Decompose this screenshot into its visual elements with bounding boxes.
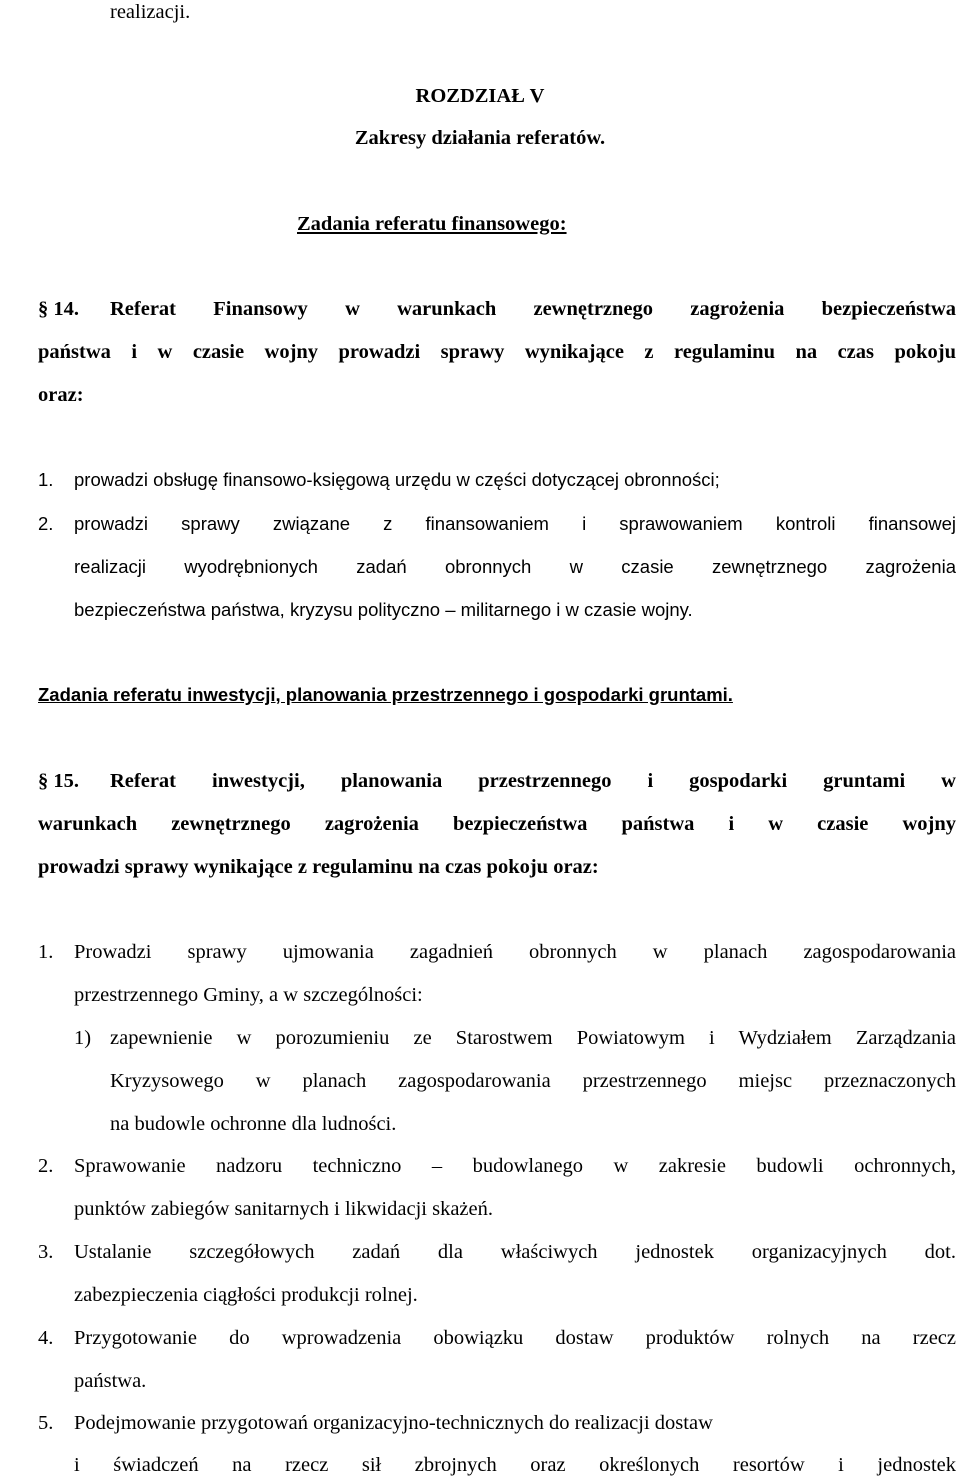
sublist-item-text: Kryzysowego w planach zagospodarowania przestrzennego miejsc przeznaczonych — [110, 1070, 956, 1092]
list-item-text: państwa. — [74, 1370, 147, 1392]
list-item-number: 2. — [38, 513, 54, 534]
list-item-text: realizacji wyodrębnionych zadań obronnych w czasie zewnętrznego zagrożenia — [74, 556, 956, 577]
chapter-subtitle: Zakresy działania referatów. — [354, 127, 606, 149]
list-item-text: zabezpieczenia ciągłości produkcji rolnej. — [74, 1284, 418, 1306]
paragraph-line: warunkach zewnętrznego zagrożenia bezpieczeństwa państwa i w czasie wojny — [38, 813, 956, 835]
paragraph-line: państwa i w czasie wojny prowadzi sprawy wynikające z regulaminu na czas pokoju — [38, 341, 956, 363]
list-item-text: prowadzi sprawy związane z finansowaniem i sprawowaniem kontroli finansowej — [74, 513, 956, 534]
chapter-title: ROZDZIAŁ V — [415, 85, 545, 107]
sublist-item-text: zapewnienie w porozumieniu ze Starostwem Powiatowym i Wydziałem Zarządzania — [110, 1027, 956, 1049]
list-item-text: Ustalanie szczegółowych zadań dla właściwych jednostek organizacyjnych dot. — [74, 1241, 956, 1263]
list-item-text: Sprawowanie nadzoru techniczno – budowlanego w zakresie budowli ochronnych, — [74, 1155, 956, 1177]
continued-text: realizacji. — [110, 1, 191, 23]
sublist-item-text: na budowle ochronne dla ludności. — [110, 1113, 397, 1135]
paragraph-line: Referat inwestycji, planowania przestrzennego i gospodarki gruntami w — [110, 770, 956, 792]
paragraph-line: prowadzi sprawy wynikające z regulaminu na czas pokoju oraz: — [38, 856, 599, 878]
list-item-text: Prowadzi sprawy ujmowania zagadnień obronnych w planach zagospodarowania — [74, 941, 956, 963]
list-item-text: bezpieczeństwa państwa, kryzysu polityczno – militarnego i w czasie wojny. — [74, 599, 693, 620]
paragraph-marker: § 15. — [38, 770, 79, 792]
list-item-number: 1. — [38, 941, 54, 963]
section-heading-finance: Zadania referatu finansowego: — [297, 213, 567, 235]
paragraph-line: Referat Finansowy w warunkach zewnętrznego zagrożenia bezpieczeństwa — [110, 298, 956, 320]
list-item-text: przestrzennego Gminy, a w szczególności: — [74, 984, 423, 1006]
list-item-number: 4. — [38, 1327, 54, 1349]
sublist-item-number: 1) — [74, 1027, 92, 1049]
section-heading-investment: Zadania referatu inwestycji, planowania przestrzennego i gospodarki gruntami. — [38, 684, 733, 705]
list-item-text: Podejmowanie przygotowań organizacyjno-technicznych do realizacji dostaw — [74, 1412, 713, 1434]
list-item-number: 5. — [38, 1412, 54, 1434]
paragraph-marker: § 14. — [38, 298, 79, 320]
list-item-number: 3. — [38, 1241, 54, 1263]
list-item-text: i świadczeń na rzecz sił zbrojnych oraz określonych resortów i jednostek — [74, 1454, 956, 1476]
list-item-text: prowadzi obsługę finansowo-księgową urzędu w części dotyczącej obronności; — [74, 469, 720, 490]
paragraph-line: oraz: — [38, 384, 84, 406]
list-item-number: 1. — [38, 469, 54, 490]
list-item-number: 2. — [38, 1155, 54, 1177]
list-item-text: Przygotowanie do wprowadzenia obowiązku dostaw produktów rolnych na rzecz — [74, 1327, 956, 1349]
list-item-text: punktów zabiegów sanitarnych i likwidacji skażeń. — [74, 1198, 493, 1220]
